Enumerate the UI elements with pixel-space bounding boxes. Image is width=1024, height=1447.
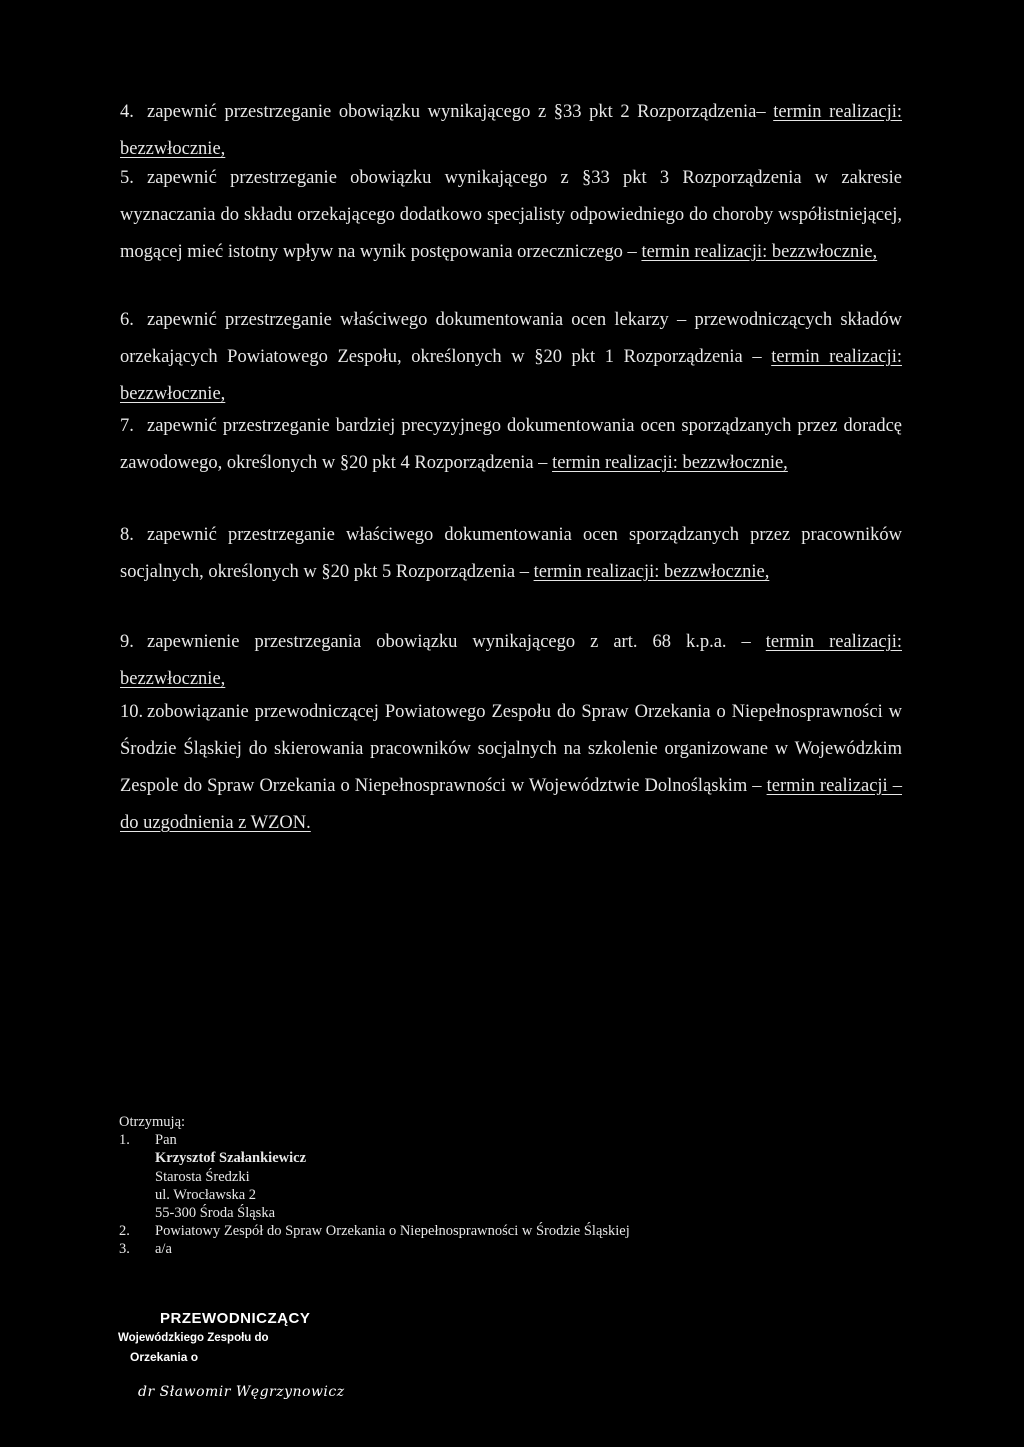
item-number: 9. xyxy=(120,632,134,652)
item-deadline: termin realizacji: bezzwłocznie, xyxy=(552,453,788,473)
recipient-text: a/a xyxy=(155,1241,172,1258)
recipient-number: 2. xyxy=(119,1223,130,1240)
item-text: zapewnić przestrzeganie bardziej precyzyjnego dokumentowania ocen sporządzanych przez doradcę zawodowego, określonych w §20 pkt 4 Rozporządzenia – xyxy=(120,416,902,473)
item-number: 10. xyxy=(120,702,144,722)
item-deadline: termin realizacji: bezzwłocznie, xyxy=(120,102,902,159)
recipient-role: Starosta Średzki xyxy=(155,1168,250,1185)
recipient-name: Krzysztof Szałankiewicz xyxy=(155,1150,307,1167)
stamp-title: PRZEWODNICZĄCY xyxy=(160,1310,311,1327)
item-number: 4. xyxy=(120,102,134,122)
stamp-line: Wojewódzkiego Zespołu do xyxy=(118,1332,269,1344)
item-text: zapewnić przestrzeganie właściwego dokumentowania ocen lekarzy – przewodniczących składów orzekających Powiatowego Zespołu, określonych w §20 pkt 1 Rozporządzenia – xyxy=(120,310,902,367)
item-deadline: termin realizacji: bezzwłocznie, xyxy=(533,562,770,582)
item-number: 5. xyxy=(120,168,134,188)
item-number: 7. xyxy=(120,416,134,436)
item-number: 6. xyxy=(120,310,134,330)
item-text: zapewnić przestrzeganie obowiązku wynikającego z §33 pkt 3 Rozporządzenia w zakresie wyznaczania do składu orzekającego dodatkowo specjalisty odpowiedniego do choroby współistniejącej, mogącej mieć istotny wpływ na wynik postępowania orzeczniczego – xyxy=(120,168,902,262)
item-text: zapewnić przestrzeganie obowiązku wynikającego z §33 pkt 2 Rozporządzenia– xyxy=(147,102,774,122)
stamp-line: Orzekania o xyxy=(130,1350,199,1364)
item-10 xyxy=(120,694,902,842)
recipient-text: Powiatowy Zespół do Spraw Orzekania o Niepełnosprawności w Środzie Śląskiej xyxy=(155,1223,630,1240)
item-5 xyxy=(120,160,902,271)
item-6 xyxy=(120,302,902,413)
item-7 xyxy=(120,408,902,482)
recipients-heading: Otrzymują: xyxy=(119,1114,186,1130)
recipient-number: 3. xyxy=(119,1241,130,1258)
item-text: zobowiązanie przewodniczącej Powiatowego Zespołu do Spraw Orzekania o Niepełnosprawności w Środzie Śląskiej do skierowania pracowników socjalnych na szkolenie organizowane w Wojewódzkim Zespole do Spraw Orzekania o Niepełnosprawności w Województwie Dolnośląskim – xyxy=(120,702,902,796)
item-deadline: termin realizacji: bezzwłocznie, xyxy=(120,632,902,689)
item-4 xyxy=(120,94,902,168)
item-text: zapewnić przestrzeganie właściwego dokumentowania ocen sporządzanych przez pracowników socjalnych, określonych w §20 pkt 5 Rozporządzenia – xyxy=(120,525,902,582)
item-deadline: termin realizacji: bezzwłocznie, xyxy=(641,242,878,262)
signature: dr Sławomir Węgrzynowicz xyxy=(138,1384,345,1400)
recipient-street: ul. Wrocławska 2 xyxy=(155,1186,257,1203)
item-8 xyxy=(120,517,902,591)
item-deadline: termin realizacji: bezzwłocznie, xyxy=(120,347,902,404)
recipient-number: 1. xyxy=(119,1132,130,1149)
item-9 xyxy=(120,624,902,698)
item-number: 8. xyxy=(120,525,134,545)
recipients-list xyxy=(119,1113,819,1259)
item-deadline: termin realizacji – do uzgodnienia z WZON. xyxy=(120,776,902,833)
recipient-title: Pan xyxy=(155,1132,177,1149)
recipient-city: 55-300 Środa Śląska xyxy=(155,1205,276,1222)
item-text: zapewnienie przestrzegania obowiązku wynikającego z art. 68 k.p.a. – xyxy=(147,632,766,652)
